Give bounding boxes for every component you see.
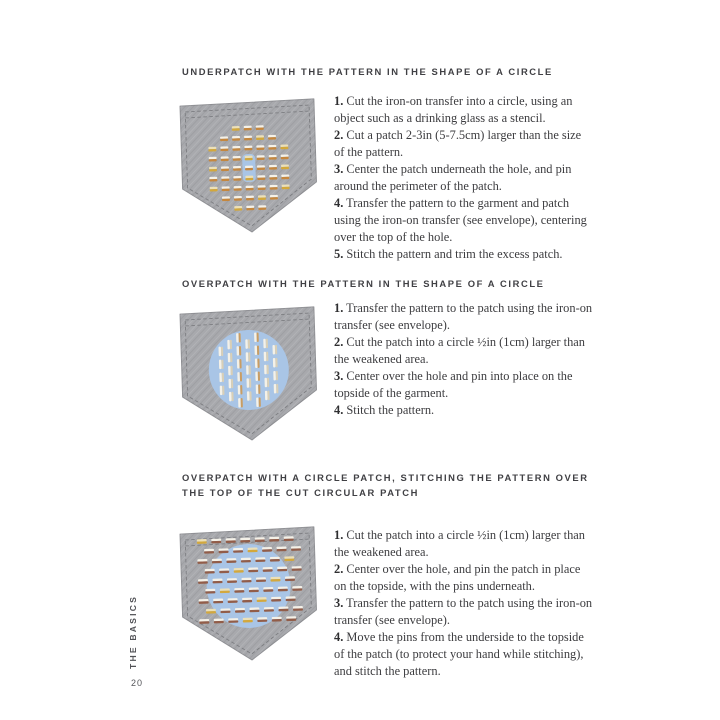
step-number: 4.	[334, 403, 344, 417]
section-3-steps	[334, 527, 594, 680]
overpatch-stitched-over-pocket-illustration	[177, 526, 321, 666]
step	[334, 334, 594, 368]
step-text: Center the patch underneath the hole, and pin around the perimeter of the patch.	[334, 162, 572, 193]
step-number: 3.	[334, 369, 344, 383]
step-number: 1.	[334, 301, 344, 315]
step-text: Stitch the pattern and trim the excess patch.	[346, 247, 563, 261]
step-text: Cut the patch into a circle ½in (1cm) larger than the weakened area.	[334, 335, 585, 366]
step-text: Cut the iron-on transfer into a circle, using an object such as a drinking glass as a stencil.	[334, 94, 573, 125]
step-number: 2.	[334, 562, 344, 576]
section-1-steps	[334, 93, 594, 263]
step-text: Center over the hole, and pin the patch in place on the topside, with the pins underneath.	[334, 562, 581, 593]
step-text: Center over the hole and pin into place on the topside of the garment.	[334, 369, 573, 400]
step-number: 4.	[334, 196, 344, 210]
section-3-heading: OVERPATCH WITH A CIRCLE PATCH, STITCHING THE PATTERN OVER THE TOP OF THE CUT CIRCULAR PATCH	[182, 472, 589, 498]
step-number: 4.	[334, 630, 344, 644]
step-number: 2.	[334, 335, 344, 349]
step-number: 5.	[334, 247, 344, 261]
step-number: 3.	[334, 596, 344, 610]
chapter-sidebar-label: THE BASICS	[128, 594, 138, 669]
step-text: Stitch the pattern.	[346, 403, 435, 417]
step	[334, 127, 594, 161]
section-2-heading: OVERPATCH WITH THE PATTERN IN THE SHAPE OF A CIRCLE	[182, 278, 545, 289]
section-1-heading: UNDERPATCH WITH THE PATTERN IN THE SHAPE OF A CIRCLE	[182, 66, 553, 77]
overpatch-pocket-illustration	[177, 306, 321, 446]
step	[334, 300, 594, 334]
step	[334, 402, 594, 419]
step	[334, 93, 594, 127]
step-text: Transfer the pattern to the patch using the iron-on transfer (see envelope).	[334, 301, 593, 332]
step	[334, 527, 594, 561]
step-number: 1.	[334, 528, 344, 542]
step-number: 1.	[334, 94, 344, 108]
step-number: 2.	[334, 128, 344, 142]
step	[334, 246, 594, 263]
step	[334, 368, 594, 402]
step-text: Cut the patch into a circle ½in (1cm) larger than the weakened area.	[334, 528, 585, 559]
page-number: 20	[131, 678, 144, 688]
underpatch-pocket-illustration	[177, 98, 321, 238]
step-number: 3.	[334, 162, 344, 176]
step-text: Transfer the pattern to the patch using the iron-on transfer (see envelope).	[334, 596, 593, 627]
step	[334, 161, 594, 195]
step	[334, 595, 594, 629]
section-2-steps	[334, 300, 594, 419]
step	[334, 629, 594, 680]
step	[334, 195, 594, 246]
step-text: Transfer the pattern to the garment and patch using the iron-on transfer (see envelope), centering over the top of the hole.	[334, 196, 587, 244]
step	[334, 561, 594, 595]
step-text: Move the pins from the underside to the topside of the patch (to protect your hand while stitching), and stitch the pattern.	[334, 630, 584, 678]
step-text: Cut a patch 2-3in (5-7.5cm) larger than the size of the pattern.	[334, 128, 582, 159]
